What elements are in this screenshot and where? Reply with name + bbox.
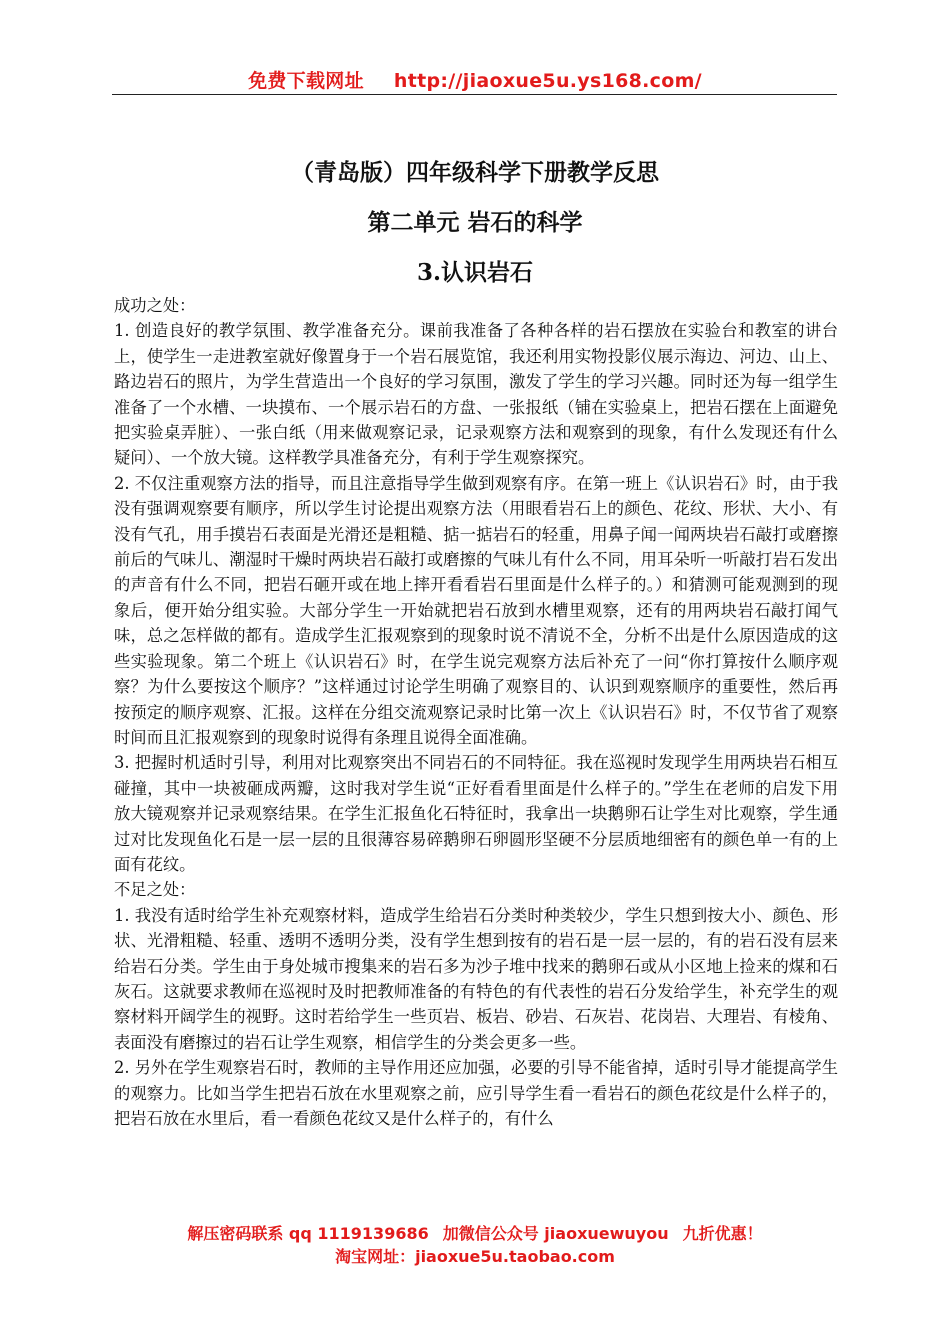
deficiency-paragraph-2: 2. 另外在学生观察岩石时，教师的主导作用还应加强，必要的引导不能省掉，适时引导才能提高学生的观察力。比如当学生把岩石放在水里观察之前，应引导学生看一看岩石的颜色花纹是什么样子的，把岩石放在水里后，看一看颜色花纹又是什么样子的，有什么 [114, 1058, 838, 1128]
header-url-link[interactable]: http://jiaoxue5u.ys168.com/ [393, 70, 702, 92]
footer-discount: 九折优惠！ [682, 1224, 763, 1243]
header-divider [112, 94, 837, 95]
header-banner [0, 66, 950, 93]
success-paragraph-3: 3. 把握时机适时引导，利用对比观察突出不同岩石的不同特征。我在巡视时发现学生用两块岩石相互碰撞，其中一块被砸成两瓣，这时我对学生说“正好看看里面是什么样子的。”学生在老师的启发下用放大镜观察并记录观察结果。在学生汇报鱼化石特征时，我拿出一块鹅卵石让学生对比观察，学生通过对比发现鱼化石是一层一层的且很薄容易碎鹅卵石卵圆形坚硬不分层质地细密有的颜色单一有的上面有花纹。 [114, 753, 838, 874]
success-heading: 成功之处： [114, 296, 196, 315]
unit-title: 第二单元 岩石的科学 [367, 209, 583, 236]
success-paragraph-1: 1. 创造良好的教学氛围、教学准备充分。课前我准备了各种各样的岩石摆放在实验台和教室的讲台上，使学生一走进教室就好像置身于一个岩石展览馆，我还利用实物投影仪展示海边、河边、山上、路边岩石的照片，为学生营造出一个良好的学习氛围，激发了学生的学习兴趣。同时还为每一组学生准备了一个水槽、一块摸布、一个展示岩石的方盘、一张报纸（铺在实验桌上，把岩石摆在上面避免把实验桌弄脏）、一张白纸（用来做观察记录，记录观察方法和观察到的现象，有什么发现还有什么疑问）、一个放大镜。这样教学具准备充分，有利于学生观察探究。 [114, 321, 838, 468]
header-label: 免费下载网址 [248, 70, 364, 92]
lesson-title: 3.认识岩石 [416, 259, 533, 286]
success-paragraph-2: 2. 不仅注重观察方法的指导，而且注意指导学生做到观察有序。在第一班上《认识岩石》时，由于我没有强调观察要有顺序，所以学生讨论提出观察方法（用眼看岩石上的颜色、花纹、形状、大小、有没有气孔，用手摸岩石表面是光滑还是粗糙、掂一掂岩石的轻重，用鼻子闻一闻两块岩石敲打或磨擦前后的气味儿、潮湿时干燥时两块岩石敲打或磨擦的气味儿有什么不同，用耳朵听一听敲打岩石发出的声音有什么不同，把岩石砸开或在地上摔开看看岩石里面是什么样子的。）和猜测可能观测到的现象后，便开始分组实验。大部分学生一开始就把岩石放到水槽里观察，还有的用两块岩石敲打闻气味，总之怎样做的都有。造成学生汇报观察到的现象时说不清说不全，分析不出是什么原因造成的这些实验现象。第二个班上《认识岩石》时，在学生说完观察方法后补充了一问“你打算按什么顺序观察？为什么要按这个顺序？”这样通过讨论学生明确了观察目的、认识到观察顺序的重要性，然后再按预定的顺序观察、汇报。这样在分组交流观察记录时比第一次上《认识岩石》时，不仅节省了观察时间而且汇报观察到的现象时说得有条理且说得全面准确。 [114, 473, 838, 747]
deficiency-heading: 不足之处： [114, 880, 196, 900]
footer-contact: 解压密码联系 qq 1119139686 [187, 1224, 429, 1243]
footer-shop-link[interactable]: 淘宝网址：jiaoxue5u.taobao.com [335, 1247, 615, 1266]
footer-wechat: 加微信公众号 jiaoxuewuyou [442, 1224, 669, 1243]
deficiency-paragraph-1: 1. 我没有适时给学生补充观察材料，造成学生给岩石分类时种类较少，学生只想到按大小、颜色、形状、光滑粗糙、轻重、透明不透明分类，没有学生想到按有的岩石是一层一层的，有的岩石没有层来给岩石分类。学生由于身处城市搜集来的岩石多为沙子堆中找来的鹅卵石或从小区地上捡来的煤和石灰石。这就要求教师在巡视时及时把教师准备的有特色的有代表性的岩石分发给学生，补充学生的观察材料开阔学生的视野。这时若给学生一些页岩、板岩、砂岩、石灰岩、花岗岩、大理岩、有棱角、表面没有磨擦过的岩石让学生观察，相信学生的分类会更多一些。 [114, 905, 838, 1052]
page-title: （青岛版）四年级科学下册教学反思 [291, 159, 659, 186]
document-body [114, 293, 838, 1131]
footer-contact-line [0, 1221, 950, 1244]
